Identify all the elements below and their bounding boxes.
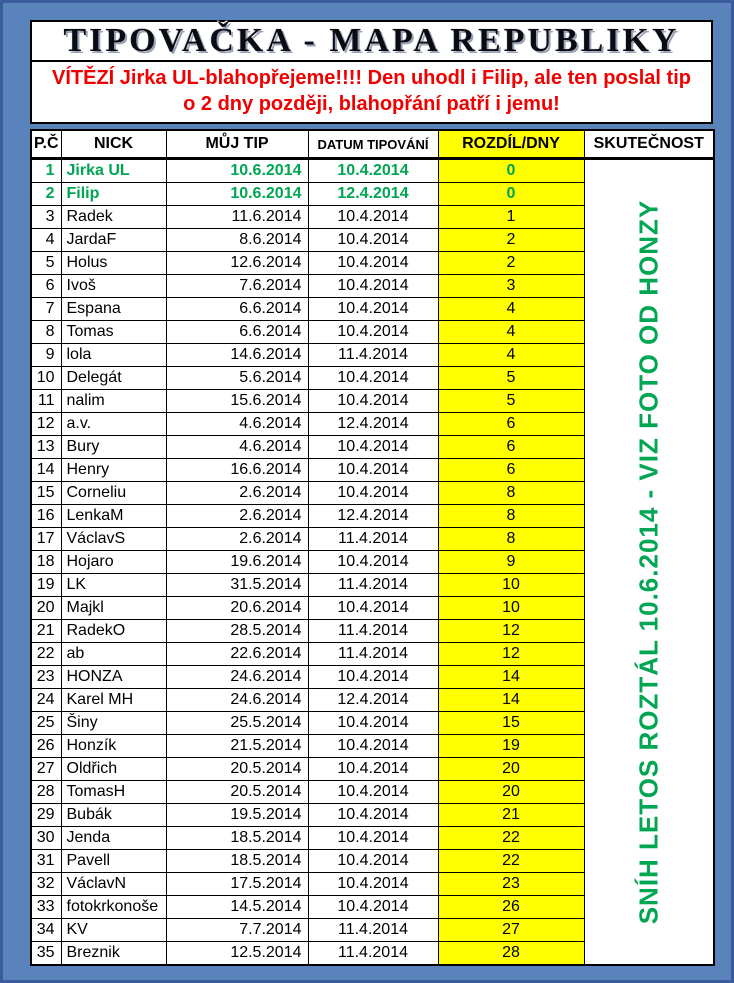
cell-tip: 19.5.2014 [166,804,308,827]
title-box [30,20,713,62]
cell-date: 11.4.2014 [308,528,438,551]
cell-rank: 22 [31,643,61,666]
cell-tip: 25.5.2014 [166,712,308,735]
cell-rank: 32 [31,873,61,896]
cell-diff: 15 [438,712,584,735]
cell-diff: 8 [438,482,584,505]
cell-nick: Ivoš [61,275,166,298]
cell-rank: 25 [31,712,61,735]
cell-rank: 16 [31,505,61,528]
cell-rank: 8 [31,321,61,344]
cell-nick: Corneliu [61,482,166,505]
cell-date: 11.4.2014 [308,942,438,966]
cell-nick: Espana [61,298,166,321]
cell-nick: Holus [61,252,166,275]
cell-date: 11.4.2014 [308,620,438,643]
cell-nick: Bury [61,436,166,459]
cell-diff: 0 [438,183,584,206]
cell-nick: lola [61,344,166,367]
cell-date: 10.4.2014 [308,436,438,459]
cell-rank: 29 [31,804,61,827]
cell-tip: 31.5.2014 [166,574,308,597]
cell-nick: a.v. [61,413,166,436]
cell-rank: 11 [31,390,61,413]
cell-tip: 11.6.2014 [166,206,308,229]
cell-diff: 12 [438,643,584,666]
cell-diff: 22 [438,850,584,873]
cell-rank: 20 [31,597,61,620]
cell-tip: 24.6.2014 [166,689,308,712]
cell-rank: 13 [31,436,61,459]
cell-date: 10.4.2014 [308,712,438,735]
cell-rank: 24 [31,689,61,712]
cell-diff: 4 [438,298,584,321]
cell-date: 10.4.2014 [308,459,438,482]
cell-date: 11.4.2014 [308,919,438,942]
table-row [31,159,714,183]
cell-rank: 30 [31,827,61,850]
cell-date: 10.4.2014 [308,321,438,344]
announcement [30,62,713,124]
cell-diff: 27 [438,919,584,942]
cell-tip: 20.6.2014 [166,597,308,620]
column-header-date: DATUM TIPOVÁNÍ [308,130,438,159]
cell-tip: 28.5.2014 [166,620,308,643]
cell-date: 10.4.2014 [308,827,438,850]
cell-date: 10.4.2014 [308,229,438,252]
cell-date: 10.4.2014 [308,758,438,781]
cell-diff: 9 [438,551,584,574]
cell-tip: 8.6.2014 [166,229,308,252]
cell-nick: Honzík [61,735,166,758]
cell-rank: 28 [31,781,61,804]
column-header-reality: SKUTEČNOST [584,130,714,159]
cell-rank: 35 [31,942,61,966]
cell-nick: LK [61,574,166,597]
cell-nick: JardaF [61,229,166,252]
cell-nick: Filip [61,183,166,206]
cell-rank: 33 [31,896,61,919]
cell-date: 11.4.2014 [308,643,438,666]
cell-date: 10.4.2014 [308,298,438,321]
cell-rank: 7 [31,298,61,321]
cell-tip: 2.6.2014 [166,505,308,528]
cell-tip: 2.6.2014 [166,528,308,551]
cell-tip: 2.6.2014 [166,482,308,505]
cell-date: 10.4.2014 [308,781,438,804]
cell-diff: 22 [438,827,584,850]
cell-tip: 17.5.2014 [166,873,308,896]
cell-nick: Bubák [61,804,166,827]
cell-rank: 4 [31,229,61,252]
cell-tip: 22.6.2014 [166,643,308,666]
cell-nick: VáclavN [61,873,166,896]
cell-tip: 16.6.2014 [166,459,308,482]
cell-nick: VáclavS [61,528,166,551]
column-header-nick: NICK [61,130,166,159]
cell-nick: LenkaM [61,505,166,528]
cell-diff: 26 [438,896,584,919]
cell-tip: 12.5.2014 [166,942,308,966]
cell-diff: 5 [438,367,584,390]
cell-nick: fotokrkonoše [61,896,166,919]
cell-rank: 14 [31,459,61,482]
cell-date: 10.4.2014 [308,896,438,919]
cell-date: 10.4.2014 [308,482,438,505]
cell-tip: 7.6.2014 [166,275,308,298]
cell-tip: 7.7.2014 [166,919,308,942]
cell-nick: Jenda [61,827,166,850]
page-title: TIPOVAČKA - MAPA REPUBLIKY [63,22,680,59]
cell-tip: 20.5.2014 [166,781,308,804]
cell-rank: 34 [31,919,61,942]
cell-tip: 19.6.2014 [166,551,308,574]
sheet [30,20,713,966]
cell-date: 10.4.2014 [308,206,438,229]
cell-rank: 23 [31,666,61,689]
cell-date: 10.4.2014 [308,275,438,298]
cell-diff: 14 [438,666,584,689]
cell-diff: 6 [438,459,584,482]
cell-nick: Šiny [61,712,166,735]
cell-rank: 12 [31,413,61,436]
cell-diff: 2 [438,252,584,275]
cell-diff: 10 [438,574,584,597]
cell-tip: 10.6.2014 [166,183,308,206]
cell-tip: 4.6.2014 [166,436,308,459]
cell-date: 10.4.2014 [308,735,438,758]
cell-nick: Pavell [61,850,166,873]
cell-nick: Majkl [61,597,166,620]
cell-rank: 26 [31,735,61,758]
cell-diff: 4 [438,344,584,367]
cell-diff: 3 [438,275,584,298]
cell-nick: TomasH [61,781,166,804]
announcement-line1: VÍTĚZÍ Jirka UL-blahopřejeme!!!! Den uhodl i Filip, ale ten poslal tip [52,67,691,89]
cell-tip: 10.6.2014 [166,159,308,183]
cell-rank: 17 [31,528,61,551]
cell-tip: 14.5.2014 [166,896,308,919]
cell-nick: Delegát [61,367,166,390]
cell-diff: 14 [438,689,584,712]
results-table-body [31,159,714,966]
cell-tip: 4.6.2014 [166,413,308,436]
cell-nick: Henry [61,459,166,482]
cell-date: 12.4.2014 [308,183,438,206]
column-header-difference: ROZDÍL/DNY [438,130,584,159]
cell-diff: 8 [438,505,584,528]
reality-merged-cell [584,159,714,966]
cell-nick: Radek [61,206,166,229]
cell-nick: RadekO [61,620,166,643]
announcement-line2: o 2 dny později, blahopřání patří i jemu! [183,93,560,115]
cell-rank: 19 [31,574,61,597]
cell-diff: 2 [438,229,584,252]
cell-date: 10.4.2014 [308,252,438,275]
cell-date: 10.4.2014 [308,597,438,620]
cell-date: 10.4.2014 [308,551,438,574]
cell-diff: 28 [438,942,584,966]
cell-tip: 6.6.2014 [166,298,308,321]
cell-rank: 31 [31,850,61,873]
cell-diff: 21 [438,804,584,827]
cell-diff: 12 [438,620,584,643]
cell-rank: 3 [31,206,61,229]
cell-diff: 19 [438,735,584,758]
cell-diff: 6 [438,413,584,436]
cell-nick: Breznik [61,942,166,966]
cell-rank: 2 [31,183,61,206]
cell-date: 12.4.2014 [308,689,438,712]
cell-tip: 14.6.2014 [166,344,308,367]
cell-diff: 20 [438,758,584,781]
cell-date: 12.4.2014 [308,413,438,436]
cell-nick: ab [61,643,166,666]
cell-nick: Hojaro [61,551,166,574]
cell-rank: 6 [31,275,61,298]
cell-rank: 21 [31,620,61,643]
cell-date: 10.4.2014 [308,850,438,873]
cell-diff: 1 [438,206,584,229]
cell-tip: 5.6.2014 [166,367,308,390]
cell-rank: 27 [31,758,61,781]
cell-diff: 5 [438,390,584,413]
cell-nick: Jirka UL [61,159,166,183]
cell-nick: HONZA [61,666,166,689]
cell-diff: 0 [438,159,584,183]
cell-tip: 6.6.2014 [166,321,308,344]
cell-date: 11.4.2014 [308,574,438,597]
cell-rank: 5 [31,252,61,275]
cell-rank: 15 [31,482,61,505]
results-table [30,129,715,966]
cell-nick: Karel MH [61,689,166,712]
cell-date: 10.4.2014 [308,873,438,896]
cell-tip: 18.5.2014 [166,850,308,873]
cell-nick: Tomas [61,321,166,344]
cell-rank: 18 [31,551,61,574]
cell-rank: 9 [31,344,61,367]
cell-diff: 6 [438,436,584,459]
cell-date: 10.4.2014 [308,390,438,413]
cell-tip: 18.5.2014 [166,827,308,850]
cell-nick: nalim [61,390,166,413]
cell-rank: 10 [31,367,61,390]
cell-diff: 4 [438,321,584,344]
cell-tip: 24.6.2014 [166,666,308,689]
cell-tip: 21.5.2014 [166,735,308,758]
cell-tip: 15.6.2014 [166,390,308,413]
cell-diff: 23 [438,873,584,896]
cell-diff: 8 [438,528,584,551]
cell-date: 10.4.2014 [308,666,438,689]
cell-date: 10.4.2014 [308,804,438,827]
header-row [31,130,714,159]
column-header-rank: P.Č [31,130,61,159]
cell-date: 10.4.2014 [308,367,438,390]
cell-tip: 20.5.2014 [166,758,308,781]
cell-date: 11.4.2014 [308,344,438,367]
cell-nick: Oldřich [61,758,166,781]
cell-nick: KV [61,919,166,942]
cell-diff: 10 [438,597,584,620]
column-header-tip: MŮJ TIP [166,130,308,159]
cell-diff: 20 [438,781,584,804]
cell-tip: 12.6.2014 [166,252,308,275]
cell-date: 10.4.2014 [308,159,438,183]
side-note-vertical: SNÍH LETOS ROZTÁL 10.6.2014 - VIZ FOTO OD HONZY [633,199,664,925]
cell-date: 12.4.2014 [308,505,438,528]
cell-rank: 1 [31,159,61,183]
